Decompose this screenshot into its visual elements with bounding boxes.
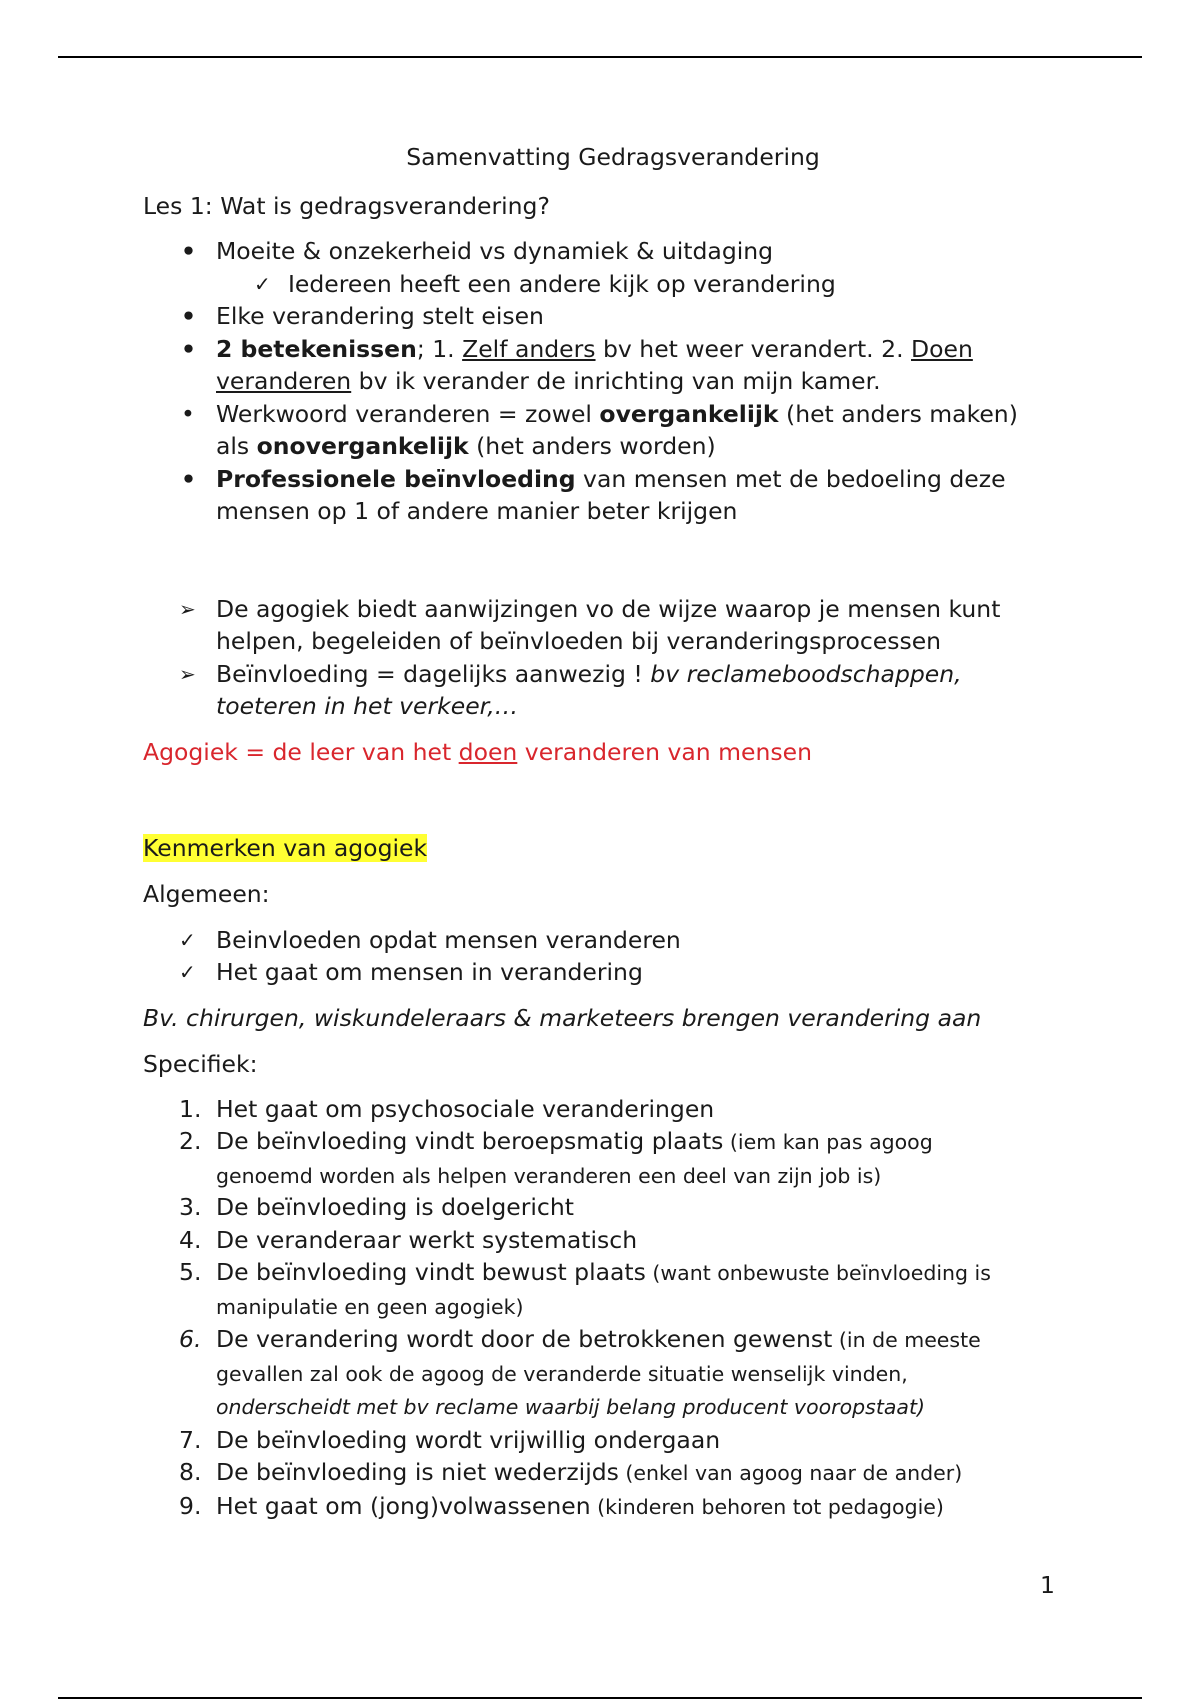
algemeen-label: Algemeen: <box>143 879 270 908</box>
list-item: 5. De beïnvloeding vindt bewust plaats (want onbewuste beïnvloeding is manipulatie en geen agogiek) <box>179 1258 991 1319</box>
checkmark-icon: ✓ <box>254 271 271 296</box>
arrowhead-icon: ➢ <box>179 596 196 621</box>
list-item: ✓ Beinvloeden opdat mensen veranderen <box>143 924 1073 957</box>
list-item: 3. De beïnvloeding is doelgericht <box>179 1193 574 1221</box>
bullet-dot-icon: • <box>181 302 197 330</box>
list-item: • Elke verandering stelt eisen <box>143 300 1073 333</box>
list-item: 4. De veranderaar werkt systematisch <box>179 1225 638 1254</box>
section-heading: Kenmerken van agogiek <box>143 833 428 862</box>
arrowhead-icon: ➢ <box>179 661 196 686</box>
intro-bullet-list <box>143 235 1073 528</box>
list-item: ✓ Iedereen heeft een andere kijk op verandering <box>143 268 1073 301</box>
bullet-dot-icon: • <box>181 237 197 265</box>
list-item: • Professionele beïnvloeding van mensen met de bedoeling deze mensen op 1 of andere manier beter krijgen <box>181 464 1006 525</box>
example-text: Bv. chirurgen, wiskundeleraars & marketeers brengen verandering aan <box>143 1003 982 1032</box>
list-item: ➢ De agogiek biedt aanwijzingen vo de wijze waarop je mensen kunt helpen, begeleiden of beïnvloeden bij veranderingsprocessen <box>179 594 1001 655</box>
list-item: 2. De beïnvloeding vindt beroepsmatig plaats (iem kan pas agoog genoemd worden als helpen veranderen een deel van zijn job is) <box>179 1127 933 1188</box>
page-number: 1 <box>1040 1571 1055 1599</box>
header-rule <box>58 56 1142 58</box>
footer-rule <box>58 1697 1142 1699</box>
list-item: 8. De beïnvloeding is niet wederzijds (enkel van agoog naar de ander) <box>179 1458 963 1486</box>
list-item: 9. Het gaat om (jong)volwassenen (kinderen behoren tot pedagogie) <box>179 1491 944 1520</box>
bullet-dot-icon: • <box>181 464 197 493</box>
specifiek-numbered-list <box>143 1093 1073 1524</box>
list-item: 1. Het gaat om psychosociale veranderingen <box>179 1094 715 1123</box>
list-item: • Werkwoord veranderen = zowel overgankelijk (het anders maken) als onovergankelijk (het anders worden) <box>181 399 1018 460</box>
checkmark-icon: ✓ <box>179 927 196 952</box>
list-item: • 2 betekenissen; 1. Zelf anders bv het weer verandert. 2. Doen veranderen bv ik verander de inrichting van mijn kamer. <box>181 334 973 395</box>
document-title: Samenvatting Gedragsverandering <box>406 143 820 171</box>
document-page <box>143 140 1073 1523</box>
list-item: • Moeite & onzekerheid vs dynamiek & uitdaging <box>143 235 1073 268</box>
algemeen-checklist <box>143 924 1073 989</box>
list-item: 6. De verandering wordt door de betrokkenen gewenst (in de meeste gevallen zal ook de agoog de veranderde situatie wenselijk vinden, onderscheidt met bv reclame waarbij belang producent vooropstaat) <box>179 1325 981 1419</box>
bullet-dot-icon: • <box>181 334 197 363</box>
list-item: ✓ Het gaat om mensen in verandering <box>143 956 1073 989</box>
arrow-bullet-list <box>143 593 1073 723</box>
lesson-heading: Les 1: Wat is gedragsverandering? <box>143 192 550 220</box>
list-item: 7. De beïnvloeding wordt vrijwillig ondergaan <box>179 1425 721 1454</box>
bullet-dot-icon: • <box>181 399 195 428</box>
list-item: ➢ Beïnvloeding = dagelijks aanwezig ! bv reclameboodschappen, toeteren in het verkeer,… <box>179 659 962 720</box>
specifiek-label: Specifiek: <box>143 1049 258 1078</box>
checkmark-icon: ✓ <box>179 960 196 984</box>
agogiek-definition: Agogiek = de leer van het doen veranderen van mensen <box>143 737 812 766</box>
